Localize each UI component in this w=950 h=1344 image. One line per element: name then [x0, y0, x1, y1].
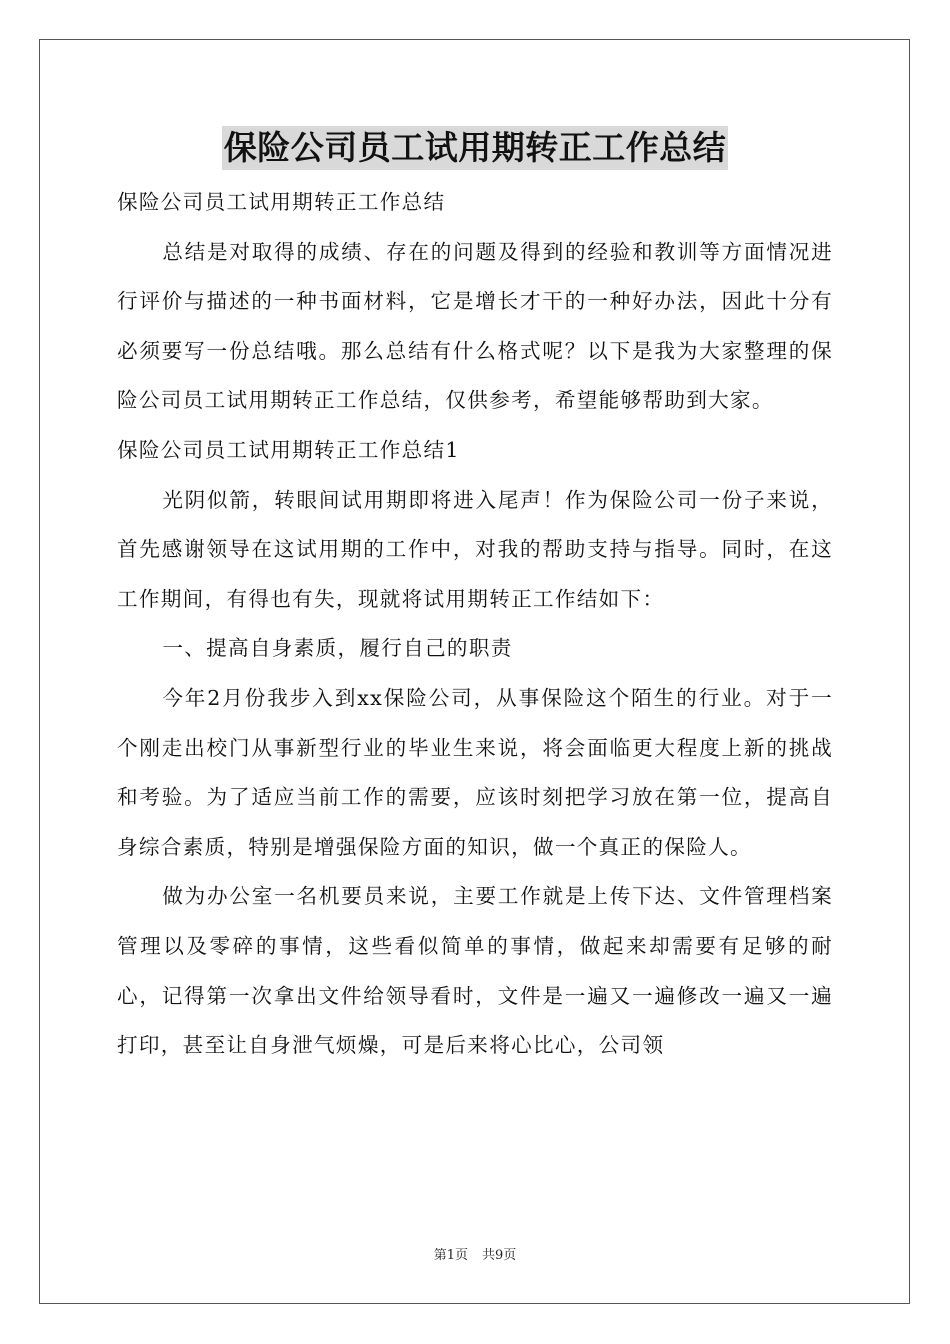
paragraph-subheading-one: 一、提高自身素质，履行自己的职责	[162, 636, 513, 661]
page-footer	[0, 1247, 950, 1265]
page-number: 第1页	[433, 1248, 468, 1263]
paragraph-section-heading: 保险公司员工试用期转正工作总结1	[117, 437, 460, 462]
paragraph-intro: 总结是对取得的成绩、存在的问题及得到的经验和教训等方面情况进行评价与描述的一种书面材料，它是增长才干的一种好办法，因此十分有必须要写一份总结哦。那么总结有什么格式呢？以下是我为大家整理的保险公司员工试用期转正工作总结，仅供参考，希望能够帮助到大家。	[117, 239, 833, 413]
paragraph-opening: 光阴似箭，转眼间试用期即将进入尾声！作为保险公司一份子来说，首先感谢领导在这试用期的工作中，对我的帮助支持与指导。同时，在这工作期间，有得也有失，现就将试用期转正工作结如下：	[117, 487, 833, 611]
paragraph-office-duties: 做为办公室一名机要员来说，主要工作就是上传下达、文件管理档案管理以及零碎的事情，这些看似简单的事情，做起来却需要有足够的耐心，记得第一次拿出文件给领导看时，文件是一遍又一遍修改一遍又一遍打印，甚至让自身泄气烦燥，可是后来将心比心，公司领	[117, 884, 833, 1058]
page-total: 共9页	[482, 1248, 517, 1263]
paragraph-subtitle: 保险公司员工试用期转正工作总结	[117, 190, 446, 214]
paragraph-join-company: 今年2月份我步入到xx保险公司，从事保险这个陌生的行业。对于一个刚走出校门从事新型行业的毕业生来说，将会面临更大程度上新的挑战和考验。为了适应当前工作的需要，应该时刻把学习放在第一位，提高自身综合素质，特别是增强保险方面的知识，做一个真正的保险人。	[117, 685, 833, 859]
document-title	[0, 126, 950, 170]
document-body	[117, 178, 833, 1071]
document-title-text: 保险公司员工试用期转正工作总结	[222, 126, 729, 170]
